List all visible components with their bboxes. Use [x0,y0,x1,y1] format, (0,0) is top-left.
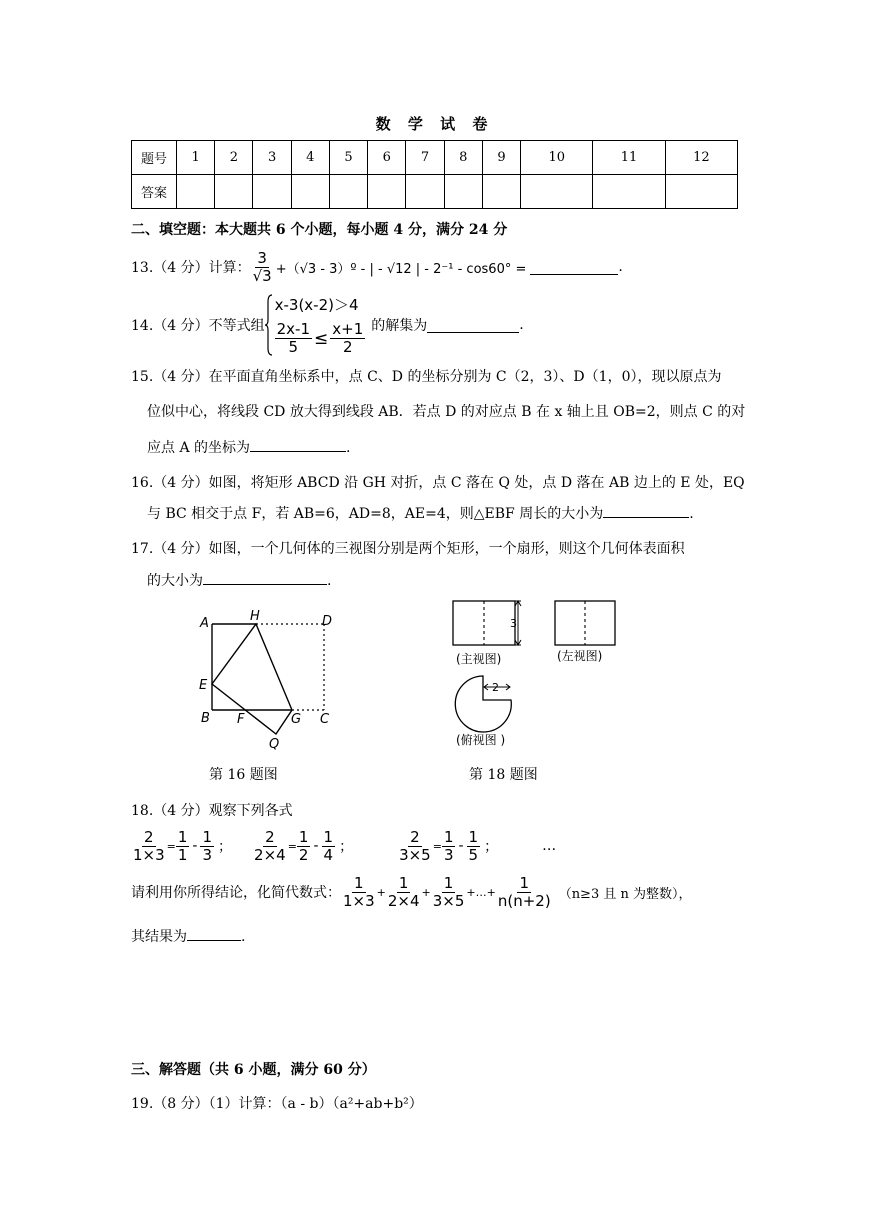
q14-prefix: 14.（4 分）不等式组 [131,318,265,334]
q18-line-1: 18.（4 分）观察下列各式 [131,803,293,819]
table-cell: 9 [482,141,520,175]
q14-relation: ≤ [314,328,329,349]
q14-fraction-1 [275,321,312,356]
table-cell: 1 [177,141,215,175]
q15-line-2: 位似中心，将线段 CD 放大得到线段 AB．若点 D 的对应点 B 在 x 轴上且 OB=2，则点 C 的对 [147,404,746,420]
frac-denominator: 1×3 [133,845,165,864]
fig16-label-F: F [237,712,245,727]
answer-cell[interactable] [215,175,253,209]
frac-denominator: n(n+2) [497,891,551,910]
frac-numerator: 2 [410,827,420,846]
q14-fraction-2 [330,321,365,356]
answer-cell[interactable] [177,175,215,209]
figure-18 [446,596,626,756]
q17-line-1: 17.（4 分）如图，一个几何体的三视图分别是两个矩形，一个扇形，则这个几何体表面积 [131,541,685,557]
frac-numerator: 1 [298,827,309,846]
fig16-label-A: A [200,616,209,631]
front-view-label: (主视图) [456,652,502,666]
answer-cell[interactable] [406,175,444,209]
question-13 [131,247,623,287]
q16-answer-blank[interactable] [603,503,689,518]
frac-denominator: 2 [298,845,309,864]
q14-frac1-denominator: 5 [288,338,299,356]
table-cell: 2 [215,141,253,175]
frac-numerator: 1 [354,873,364,892]
section-heading: 二、填空题：本大题共 6 个小题，每小题 4 分，满分 24 分 [131,222,508,238]
answer-cell[interactable] [368,175,406,209]
frac-denominator: 2×4 [254,845,286,864]
frac-denominator: 3 [443,845,454,864]
answer-cell[interactable] [665,175,737,209]
fig16-label-C: C [320,712,330,727]
q16-end: . [689,506,694,522]
frac-numerator: 1 [177,827,188,846]
frac-numerator: 1 [468,827,479,846]
q13-expression: +（√3 - 3）º - | - √12 | - 2⁻¹ - cos60° = [275,261,527,277]
height-dimension: 3 [510,617,517,630]
radius-dimension: 2 [492,681,499,694]
q13-frac-denominator: √3 [252,266,272,285]
q13-frac-numerator: 3 [257,248,267,267]
answer-cell[interactable] [521,175,593,209]
q18-dots: +…+ [466,885,496,899]
q17-end: . [327,573,332,589]
side-view-label: (左视图) [557,649,603,663]
table-cell: 11 [593,141,665,175]
q17-prefix: 的大小为 [147,573,203,589]
table-row [132,141,738,175]
q17-line-2 [147,570,331,590]
q14-inequality-1: x-3(x-2)＞4 [274,296,359,314]
frac-denominator: 5 [468,845,479,864]
q18-condition: （n≥3 且 n 为整数）， [558,886,692,902]
top-view-label: (俯视图 ) [456,733,506,747]
q14-suffix: 的解集为 [371,318,428,334]
frac-numerator: 2 [144,827,154,846]
table-cell: 8 [444,141,482,175]
q18-ellipsis: … [542,838,557,854]
answer-cell[interactable] [253,175,291,209]
frac-denominator: 1 [177,845,188,864]
frac-numerator: 1 [202,827,213,846]
frac-numerator: 1 [519,873,530,892]
frac-numerator: 1 [398,873,409,892]
q15-prefix: 应点 A 的坐标为 [147,440,251,456]
top-view-sector [455,676,511,732]
table-cell: 5 [329,141,367,175]
fig16-label-G: G [291,712,302,727]
frac-denominator: 3×5 [432,891,465,910]
frac-numerator: 1 [443,827,454,846]
frac-denominator: 4 [323,845,334,864]
table-cell: 3 [253,141,291,175]
frac-numerator: 2 [265,827,275,846]
frac-denominator: 3×5 [399,845,431,864]
fig16-label-B: B [201,711,210,726]
left-brace-icon [265,294,273,356]
page-title: 数 学 试 卷 [375,115,494,133]
q13-answer-blank[interactable] [530,260,618,275]
fig16-label-D: D [322,614,333,629]
fig16-label-H: H [250,609,260,624]
q16-line-2 [147,503,694,523]
table-answer-label: 答案 [132,175,177,209]
frac-denominator: 1×3 [343,891,375,910]
q16-prefix: 与 BC 相交于点 F，若 AB=6，AD=8，AE=4，则△EBF 周长的大小为 [147,506,604,522]
figure-16 [190,606,350,756]
q15-line-3 [147,437,350,457]
answer-cell[interactable] [444,175,482,209]
frac-numerator: 1 [443,873,454,892]
q13-end: . [618,259,623,275]
q18-simplify: 请利用你所得结论，化简代数式： $\frac{1}{1\times 3}$ + $\frac{1}{2\times 4}$ + $\frac{1}{3\times 5}$ +…+ $\frac{1}{n(n+2)}$ （n≥3 且 n 为整数）， [131,873,692,910]
q13-fraction [251,250,274,285]
answer-cell[interactable] [593,175,665,209]
table-cell: 4 [291,141,329,175]
q15-answer-blank[interactable] [250,437,346,452]
frac-denominator: 2×4 [387,891,420,910]
q18-simplify-prefix: 请利用你所得结论，化简代数式： [131,885,341,901]
fig16-label-E: E [199,678,208,693]
table-row [132,175,738,209]
answer-table [131,140,738,209]
q17-answer-blank[interactable] [203,570,327,585]
q18-example-2: $\frac{2}{2\times 4}$ = $\frac{1}{2}$ - $\frac{1}{4}$ ； [254,827,354,864]
q18-answer-blank[interactable] [187,926,241,941]
table-cell: 12 [665,141,737,175]
q18-end: . [241,929,246,945]
q14-system [265,294,366,356]
q13-prefix: 13.（4 分）计算： [131,260,251,276]
q18-result [131,926,245,946]
section-heading: 三、解答题（共 6 小题，满分 60 分） [131,1062,376,1078]
table-cell: 7 [406,141,444,175]
q15-end: . [346,440,351,456]
table-cell: 6 [368,141,406,175]
q18-example-3: $\frac{2}{3\times 5}$ = $\frac{1}{3}$ - $\frac{1}{5}$ ； [399,827,499,864]
frac-denominator: 3 [202,845,213,864]
q16-line-1: 16.（4 分）如图，将矩形 ABCD 沿 GH 对折，点 C 落在 Q 处，点 D 落在 AB 边上的 E 处，EQ [131,475,745,491]
q18-example-1: $\frac{2}{1\times 3}$ = $\frac{1}{1}$ - $\frac{1}{3}$ ； [133,827,233,864]
frac-numerator: 1 [323,827,334,846]
q15-line-1: 15.（4 分）在平面直角坐标系中，点 C、D 的坐标分别为 C（2，3）、D（1，0），现以原点为 [131,369,722,385]
fig16-caption: 第 16 题图 [209,767,278,783]
q14-frac2-numerator: x+1 [332,320,364,338]
fig16-folded-quad [212,624,292,734]
answer-cell[interactable] [291,175,329,209]
q14-end: . [519,317,524,333]
table-header-label: 题号 [132,141,177,175]
q14-frac1-numerator: 2x-1 [276,320,311,338]
q18-examples [131,826,556,866]
question-14 [131,294,524,356]
q14-answer-blank[interactable] [427,318,519,333]
fig16-label-Q: Q [269,737,280,752]
answer-cell[interactable] [329,175,367,209]
fig18-caption: 第 18 题图 [469,767,538,783]
question-19: 19.（8 分）（1）计算：（a - b）（a²+ab+b²） [131,1096,423,1112]
q14-frac2-denominator: 2 [342,338,353,356]
answer-cell[interactable] [482,175,520,209]
q18-result-prefix: 其结果为 [131,929,187,945]
table-cell: 10 [521,141,593,175]
